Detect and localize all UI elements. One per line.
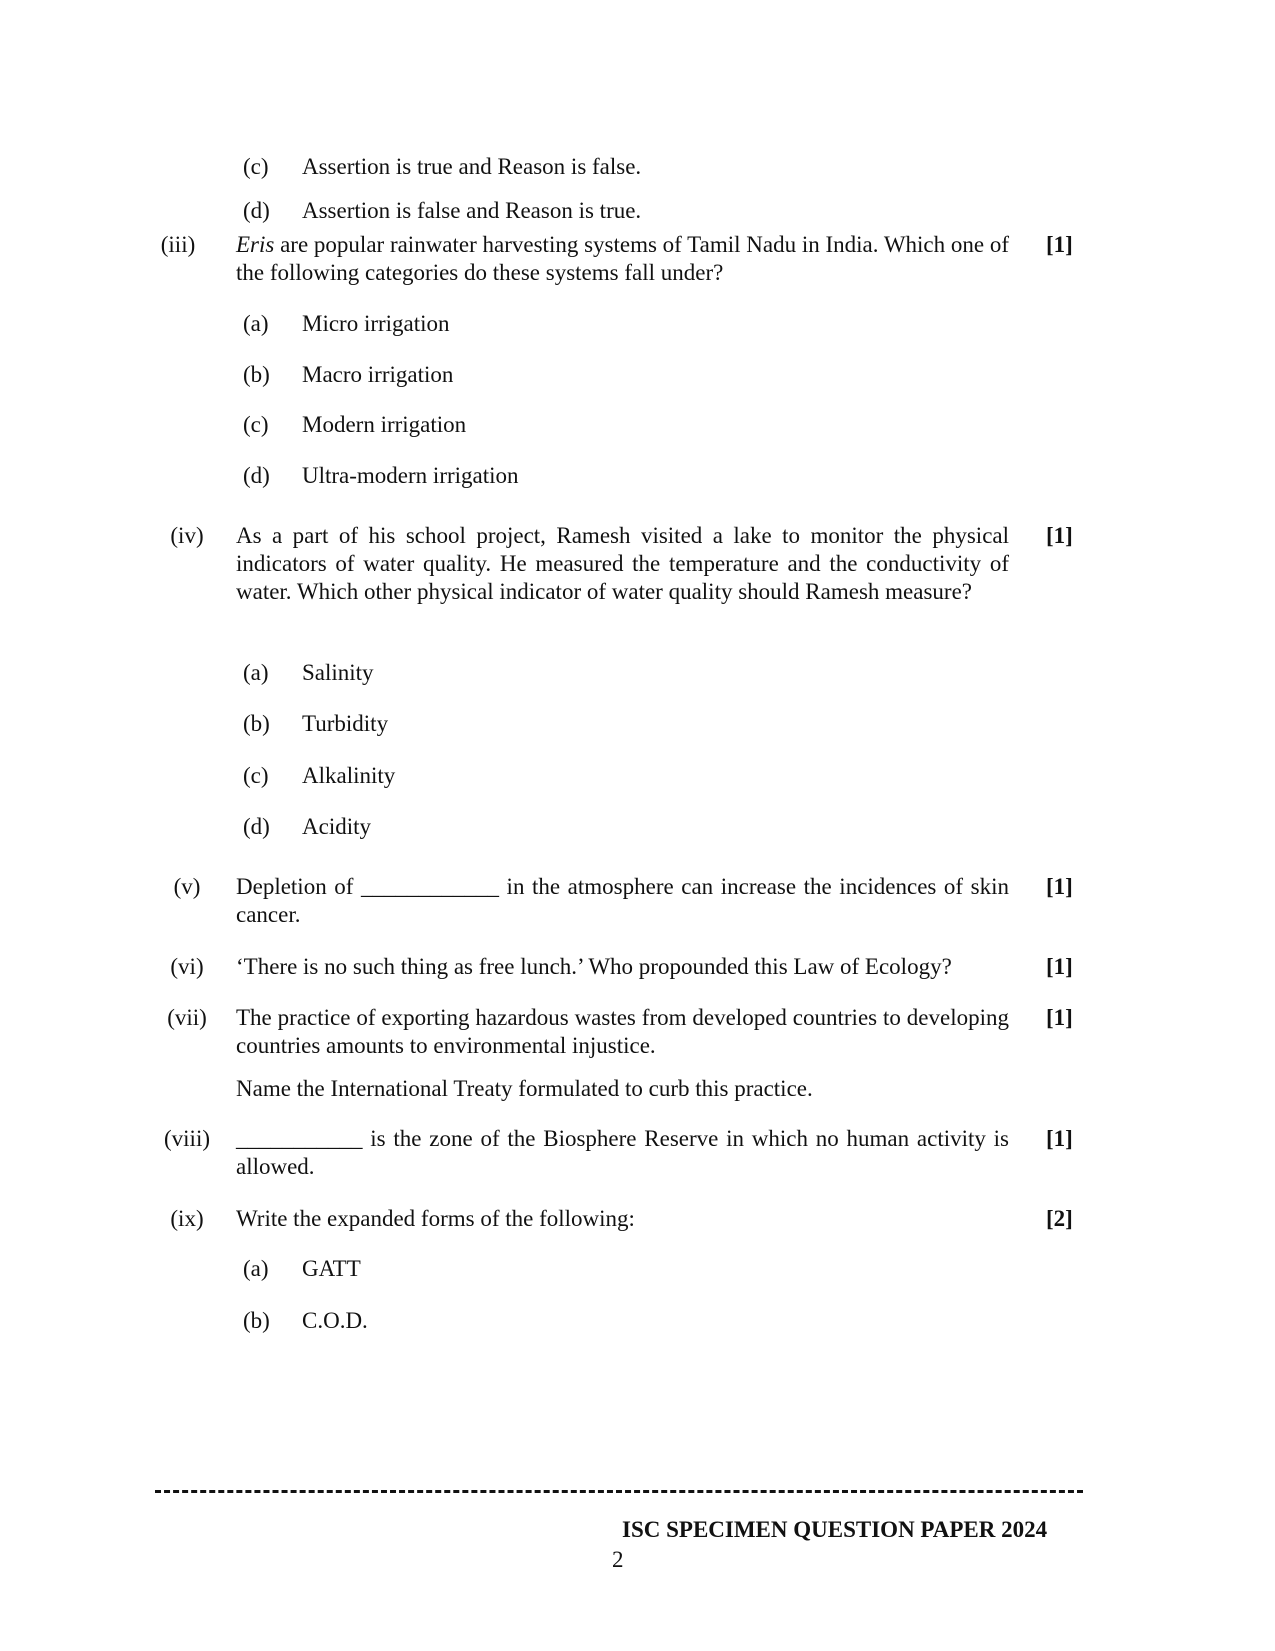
option-letter-c: (c) xyxy=(243,154,269,179)
question-text-iv: As a part of his school project, Ramesh visited a lake to monitor the physical indicators of water quality. He measured the temperature and the conductivity of water. Which other physical indicator of water quality should Ramesh measure? xyxy=(236,523,1009,604)
option-letter-a: (a) xyxy=(243,1256,269,1281)
question-number-ix: (ix) xyxy=(170,1206,204,1231)
question-marks-vi: [1] xyxy=(1046,954,1073,979)
option-letter-a: (a) xyxy=(243,660,269,685)
question-text-iii xyxy=(236,231,1009,287)
option-text-b: Turbidity xyxy=(302,711,389,736)
question-text-vii-followup: Name the International Treaty formulated to curb this practice. xyxy=(236,1076,813,1101)
question-text-vii: The practice of exporting hazardous wastes from developed countries to developing countries amounts to environmental injustice. xyxy=(236,1005,1009,1058)
question-number-iii: (iii) xyxy=(160,232,196,257)
question-number-iv: (iv) xyxy=(170,523,204,548)
option-text-d: Acidity xyxy=(302,814,371,839)
option-text-c: Modern irrigation xyxy=(302,412,467,437)
question-text-viii: ___________ is the zone of the Biosphere Reserve in which no human activity is allowed. xyxy=(236,1126,1009,1179)
option-text-c: Assertion is true and Reason is false. xyxy=(302,154,642,179)
option-letter-c: (c) xyxy=(243,763,269,788)
option-letter-b: (b) xyxy=(243,1308,270,1333)
option-letter-c: (c) xyxy=(243,412,269,437)
question-marks-iii: [1] xyxy=(1046,232,1073,257)
option-text-d: Assertion is false and Reason is true. xyxy=(302,198,642,223)
question-text-vi: ‘There is no such thing as free lunch.’ Who propounded this Law of Ecology? xyxy=(236,954,952,979)
question-marks-vii: [1] xyxy=(1046,1005,1073,1030)
option-text-a: Micro irrigation xyxy=(302,311,450,336)
option-text-a: GATT xyxy=(302,1256,361,1281)
footer-title: ISC SPECIMEN QUESTION PAPER 2024 xyxy=(622,1517,1048,1542)
question-marks-viii: [1] xyxy=(1046,1126,1073,1151)
option-letter-b: (b) xyxy=(243,711,270,736)
option-letter-b: (b) xyxy=(243,362,270,387)
question-number-v: (v) xyxy=(173,874,201,899)
question-text-iii-italic: Eris xyxy=(236,232,275,257)
footer-divider xyxy=(155,1490,1083,1493)
question-text-ix: Write the expanded forms of the following: xyxy=(236,1206,635,1231)
option-text-b: Macro irrigation xyxy=(302,362,454,387)
option-text-b: C.O.D. xyxy=(302,1308,368,1333)
option-letter-d: (d) xyxy=(243,463,270,488)
question-number-viii: (viii) xyxy=(164,1126,210,1151)
question-marks-v: [1] xyxy=(1046,874,1073,899)
question-text-v: Depletion of ____________ in the atmosphere can increase the incidences of skin cancer. xyxy=(236,874,1009,927)
question-marks-iv: [1] xyxy=(1046,523,1073,548)
option-letter-d: (d) xyxy=(243,814,270,839)
question-text-iii-rest: are popular rainwater harvesting systems of Tamil Nadu in India. Which one of the following categories do these systems fall under? xyxy=(236,232,1009,285)
option-letter-a: (a) xyxy=(243,311,269,336)
question-number-vii: (vii) xyxy=(167,1005,207,1030)
option-text-c: Alkalinity xyxy=(302,763,396,788)
question-marks-ix: [2] xyxy=(1046,1206,1073,1231)
question-number-vi: (vi) xyxy=(170,954,204,979)
option-text-a: Salinity xyxy=(302,660,374,685)
option-letter-d: (d) xyxy=(243,198,270,223)
page-number: 2 xyxy=(612,1547,624,1572)
option-text-d: Ultra-modern irrigation xyxy=(302,463,519,488)
